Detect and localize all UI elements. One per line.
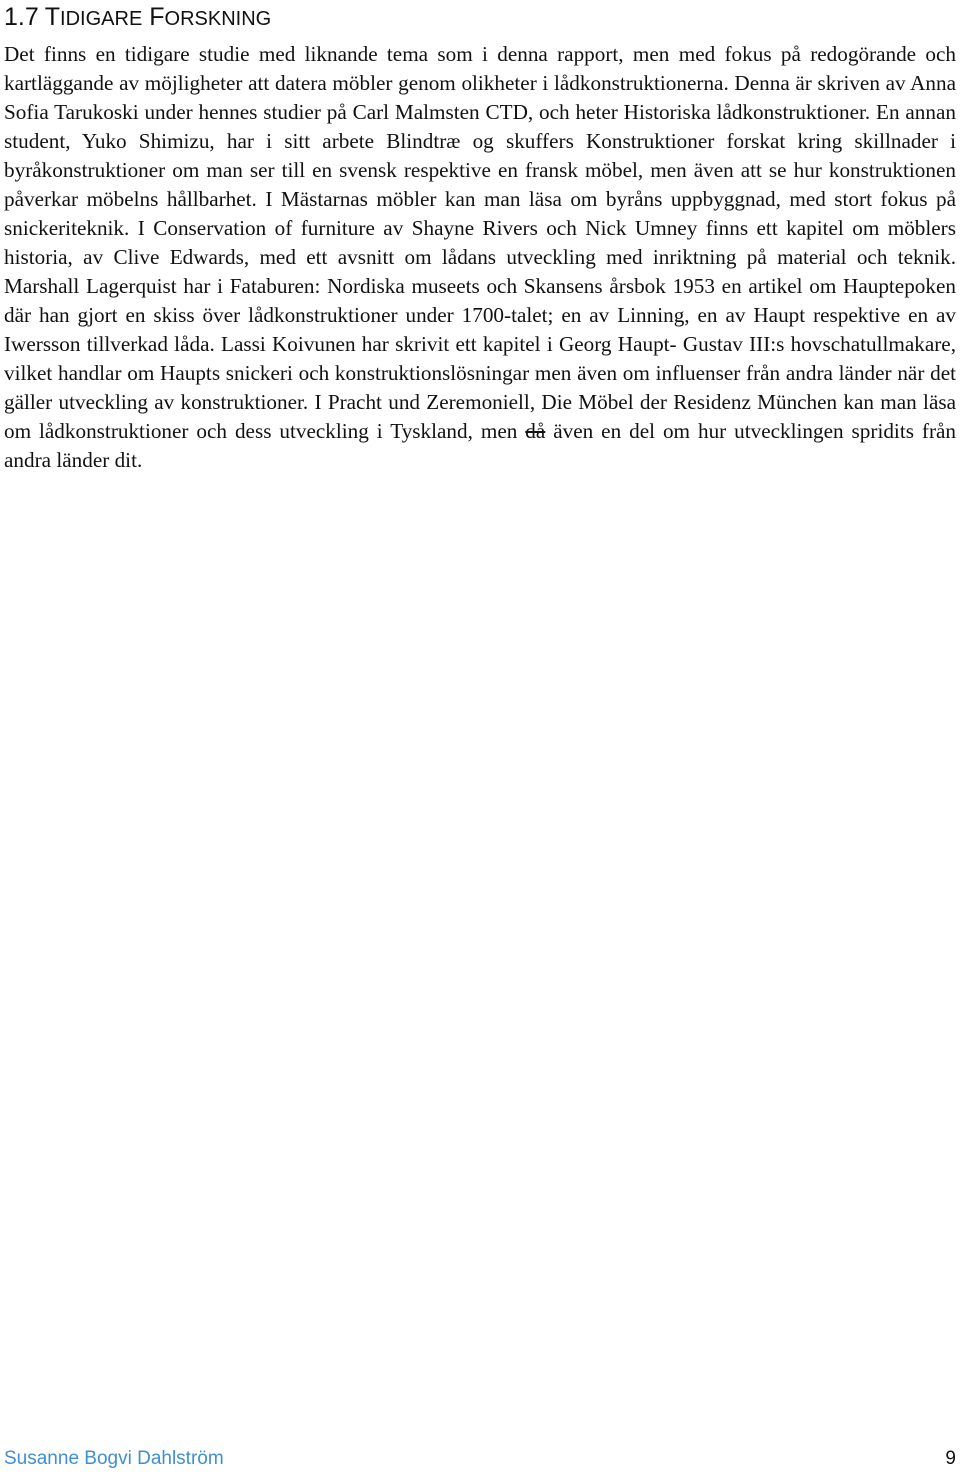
page-footer: [4, 1444, 956, 1474]
section-title-initial-1: T: [44, 3, 61, 31]
paragraph-text: Det finns en tidigare studie med liknande tema som i denna rapport, men med fokus på redogörande och kartläggande av möjligheter att datera möbler genom olikheter i lådkonstruktionerna. Denna är skriven av Anna Sofia Tarukoski under hennes studier på Carl Malmsten CTD, och heter Historiska lådkonstruktioner. En annan student, Yuko Shimizu, har i sitt arbete Blindtræ og skuffers Konstruktioner forskat kring skillnader i byråkonstruktioner om man ser till en svensk respektive en fransk möbel, men även att se hur konstruktionen påverkar möbelns hållbarhet. I Mästarnas möbler kan man läsa om byråns uppbyggnad, med stort fokus på snickeriteknik. I Conservation of furniture av Shayne Rivers och Nick Umney finns ett kapitel om möblers historia, av Clive Edwards, med ett avsnitt om lådans utveckling med inriktning på material och teknik. Marshall Lagerquist har i Fataburen: Nordiska museets och Skansens årsbok 1953 en artikel om Hauptepoken där han gjort en skiss över lådkonstruktioner under 1700-talet; en av Linning, en av Haupt respektive en av Iwersson tillverkad låda. Lassi Koivunen har skrivit ett kapitel i Georg Haupt- Gustav III:s hovschatullmakare, vilket handlar om Haupts snickeri och konstruktionslösningar men även om influenser från andra länder när det gäller utveckling av konstruktioner. I Pracht und Zeremoniell, Die Möbel der Residenz München kan man läsa om lådkonstruktioner och dess utveckling i Tyskland, men: [4, 42, 956, 443]
section-number: 1.7: [4, 3, 39, 31]
struck-word: då: [525, 419, 546, 443]
section-title-rest-2: ORSKNING: [164, 8, 272, 30]
footer-author: Susanne Bogvi Dahlström: [4, 1448, 224, 1469]
body-paragraph: [4, 40, 956, 475]
section-title-initial-2: F: [149, 3, 165, 31]
section-heading: [4, 0, 271, 36]
paragraph-text-end: även en del om hur utvecklingen spridits från andra länder dit.: [4, 419, 957, 472]
page-number: 9: [945, 1448, 956, 1469]
section-title-rest-1: IDIGARE: [60, 8, 143, 30]
